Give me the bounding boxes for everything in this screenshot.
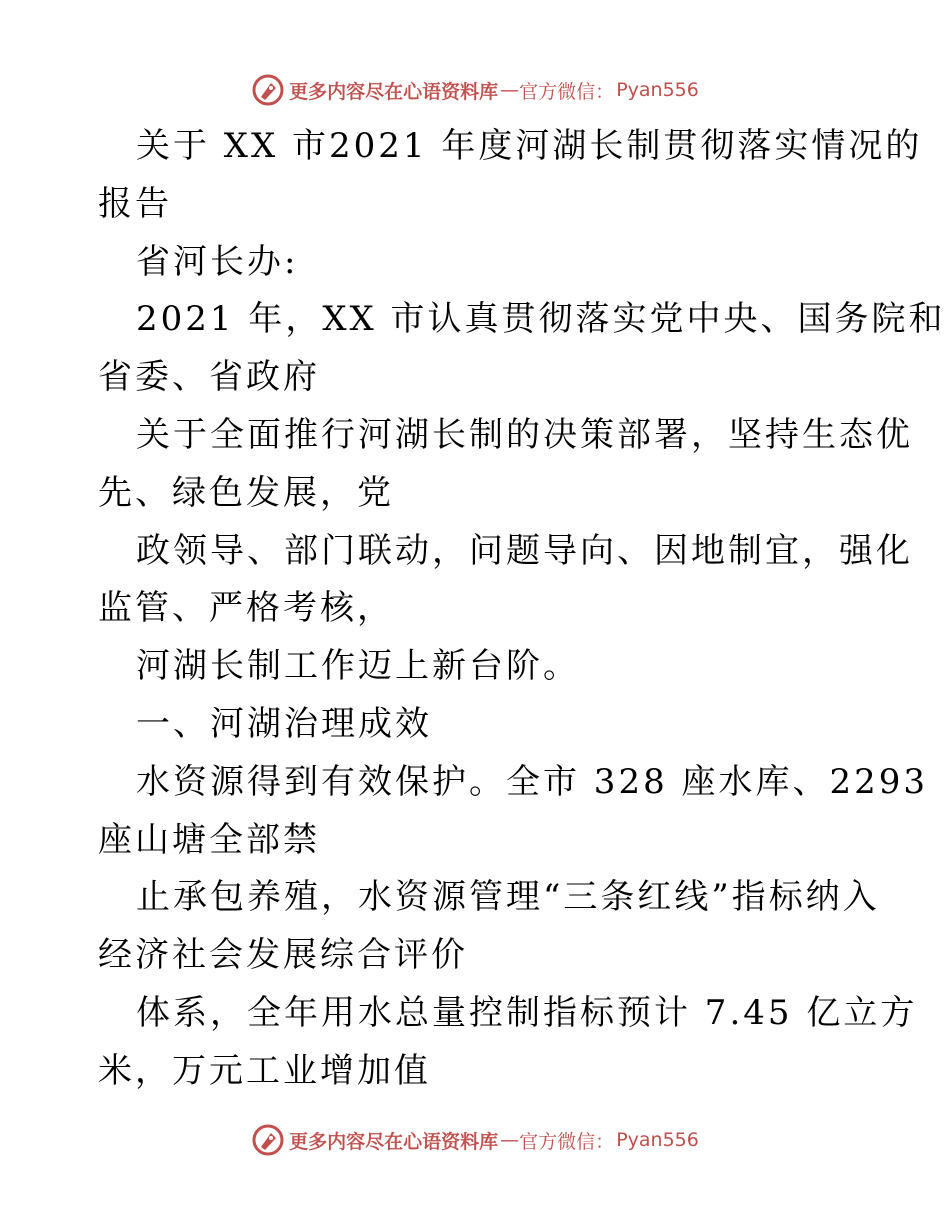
doc-line: 省委、省政府 [98,357,320,398]
doc-line: 水资源得到有效保护。全市 328 座水库、2293 [136,761,929,802]
watermark-wechat-label: 官方微信： [519,80,615,103]
watermark-dash: — [500,79,518,101]
watermark-wechat-label: 官方微信： [519,1130,615,1153]
doc-line: 座山塘全部禁 [98,819,320,860]
doc-line: 先、绿色发展，党 [98,472,394,513]
doc-line: 报告 [98,183,172,224]
watermark-wechat-id: Pyan556 [616,79,699,101]
doc-line: 2021 年，XX 市认真贯彻落实党中央、国务院和 [136,299,946,340]
document-body [98,118,946,1101]
doc-line: 省河长办: [136,241,299,282]
doc-line: 关于 XX 市2021 年度河湖长制贯彻落实情况的 [136,126,923,166]
doc-line: 政领导、部门联动，问题导向、因地制宜，强化 [136,530,913,571]
watermark-header [0,72,950,108]
section-heading: 一、河湖治理成效 [136,703,432,744]
doc-line: 米，万元工业增加值 [98,1050,431,1091]
pen-nib-icon [251,73,285,107]
watermark-title: 更多内容尽在心语资料库 [289,80,499,103]
watermark-footer [0,1122,950,1158]
doc-line: 体系，全年用水总量控制指标预计 7.45 亿立方 [136,992,918,1033]
doc-line: 经济社会发展综合评价 [98,935,468,976]
doc-line: 河湖长制工作迈上新台阶。 [136,646,580,687]
watermark-wechat-id: Pyan556 [616,1129,699,1151]
doc-line: 监管、严格考核， [98,588,394,629]
pen-nib-icon [251,1123,285,1157]
doc-line: 止承包养殖，水资源管理“三条红线”指标纳入 [136,877,880,918]
doc-line: 关于全面推行河湖长制的决策部署，坚持生态优 [136,414,913,455]
watermark-dash: — [500,1129,518,1151]
watermark-title: 更多内容尽在心语资料库 [289,1130,499,1153]
